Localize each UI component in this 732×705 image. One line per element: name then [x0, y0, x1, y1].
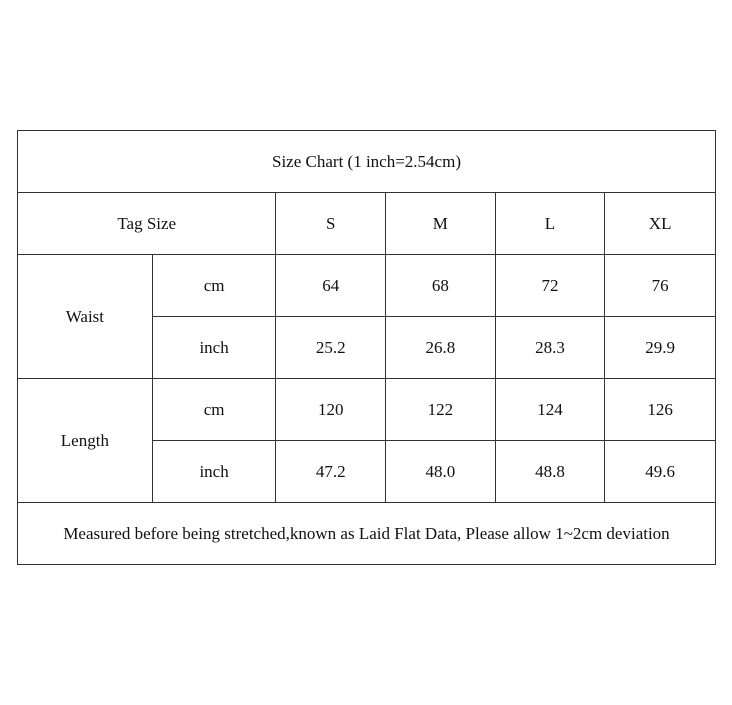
value-cell: 120 — [276, 379, 386, 441]
tag-size-label: Tag Size — [18, 193, 276, 255]
value-cell: 47.2 — [276, 441, 386, 503]
unit-label: cm — [152, 255, 276, 317]
table-row — [18, 255, 716, 317]
value-cell: 72 — [495, 255, 605, 317]
value-cell: 122 — [386, 379, 496, 441]
title-row — [18, 131, 716, 193]
size-chart-table — [17, 130, 716, 565]
header-row — [18, 193, 716, 255]
measurement-note: Measured before being stretched,known as Laid Flat Data, Please allow 1~2cm deviation — [18, 503, 716, 565]
table-row — [18, 379, 716, 441]
value-cell: 48.8 — [495, 441, 605, 503]
size-header-m: M — [386, 193, 496, 255]
value-cell: 25.2 — [276, 317, 386, 379]
value-cell: 124 — [495, 379, 605, 441]
size-header-s: S — [276, 193, 386, 255]
size-header-l: L — [495, 193, 605, 255]
value-cell: 64 — [276, 255, 386, 317]
value-cell: 26.8 — [386, 317, 496, 379]
unit-label: inch — [152, 441, 276, 503]
value-cell: 49.6 — [605, 441, 716, 503]
value-cell: 126 — [605, 379, 716, 441]
size-header-xl: XL — [605, 193, 716, 255]
unit-label: inch — [152, 317, 276, 379]
measurement-label-length: Length — [18, 379, 153, 503]
unit-label: cm — [152, 379, 276, 441]
note-row — [18, 503, 716, 565]
measurement-label-waist: Waist — [18, 255, 153, 379]
value-cell: 68 — [386, 255, 496, 317]
size-chart-title: Size Chart (1 inch=2.54cm) — [18, 131, 716, 193]
value-cell: 28.3 — [495, 317, 605, 379]
value-cell: 48.0 — [386, 441, 496, 503]
value-cell: 76 — [605, 255, 716, 317]
value-cell: 29.9 — [605, 317, 716, 379]
